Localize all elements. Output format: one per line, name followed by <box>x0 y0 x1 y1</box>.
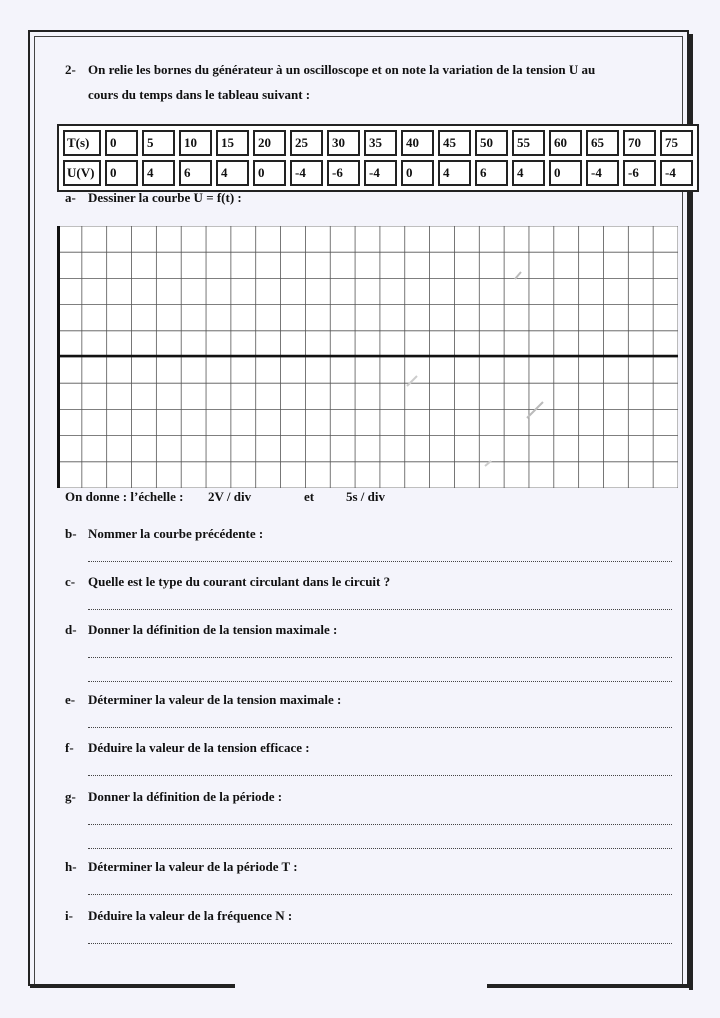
table-cell: 65 <box>586 130 619 156</box>
table-cell: 55 <box>512 130 545 156</box>
scale-volts: 2V / div <box>208 489 252 504</box>
table-cell: 0 <box>401 160 434 186</box>
page-shadow-bottom-left <box>30 984 235 988</box>
answer-line[interactable] <box>88 814 672 825</box>
table-cell: 0 <box>253 160 286 186</box>
table-cell: 0 <box>549 160 582 186</box>
item-i-letter: i- <box>65 908 73 923</box>
table-cell: 40 <box>401 130 434 156</box>
graph-grid[interactable] <box>57 226 678 488</box>
table-row-voltage <box>63 160 693 186</box>
table-cell: 4 <box>512 160 545 186</box>
table-cell: -6 <box>327 160 360 186</box>
item-f-text: Déduire la valeur de la tension efficace : <box>88 740 310 755</box>
table-cell: 5 <box>142 130 175 156</box>
answer-line[interactable] <box>88 884 672 895</box>
data-table <box>57 124 699 192</box>
table-cell: 10 <box>179 130 212 156</box>
item-a-letter: a- <box>65 190 76 205</box>
item-a-text: Dessiner la courbe U = f(t) : <box>88 190 242 205</box>
item-d-text: Donner la définition de la tension maximale : <box>88 622 338 637</box>
table-header-voltage: U(V) <box>63 160 101 186</box>
item-b-text: Nommer la courbe précédente : <box>88 526 264 541</box>
answer-line[interactable] <box>88 933 672 944</box>
table-cell: 20 <box>253 130 286 156</box>
table-cell: 6 <box>179 160 212 186</box>
scale-time: 5s / div <box>346 489 386 504</box>
item-c-text: Quelle est le type du courant circulant dans le circuit ? <box>88 574 391 589</box>
scale-and: et <box>304 489 315 504</box>
table-cell: -4 <box>586 160 619 186</box>
item-h-text: Déterminer la valeur de la période T : <box>88 859 298 874</box>
table-cell: 50 <box>475 130 508 156</box>
table-cell: 4 <box>216 160 249 186</box>
table-cell: 45 <box>438 130 471 156</box>
table-cell: 0 <box>105 130 138 156</box>
table-cell: -6 <box>623 160 656 186</box>
answer-line[interactable] <box>88 671 672 682</box>
table-cell: 75 <box>660 130 693 156</box>
item-i-text: Déduire la valeur de la fréquence N : <box>88 908 293 923</box>
question-text-line2: cours du temps dans le tableau suivant : <box>88 87 311 102</box>
item-c-letter: c- <box>65 574 76 589</box>
table-cell: 60 <box>549 130 582 156</box>
table-row-time <box>63 130 693 156</box>
question-text-line1: On relie les bornes du générateur à un oscilloscope et on note la variation de la tension U au <box>88 62 596 77</box>
table-cell: 0 <box>105 160 138 186</box>
table-cell: 70 <box>623 130 656 156</box>
table-cell: 6 <box>475 160 508 186</box>
answer-line[interactable] <box>88 838 672 849</box>
table-cell: 15 <box>216 130 249 156</box>
item-g-text: Donner la définition de la période : <box>88 789 283 804</box>
answer-line[interactable] <box>88 765 672 776</box>
table-header-time: T(s) <box>63 130 101 156</box>
answer-line[interactable] <box>88 717 672 728</box>
item-e-letter: e- <box>65 692 76 707</box>
table-cell: 4 <box>142 160 175 186</box>
answer-line[interactable] <box>88 599 672 610</box>
table-cell: 35 <box>364 130 397 156</box>
table-cell: 25 <box>290 130 323 156</box>
table-cell: -4 <box>290 160 323 186</box>
answer-line[interactable] <box>88 647 672 658</box>
scale-label: On donne : l’échelle : <box>65 489 184 504</box>
table-cell: 30 <box>327 130 360 156</box>
page-shadow-bottom-right <box>487 984 693 988</box>
item-h-letter: h- <box>65 859 77 874</box>
table-cell: -4 <box>364 160 397 186</box>
item-e-text: Déterminer la valeur de la tension maximale : <box>88 692 342 707</box>
item-d-letter: d- <box>65 622 77 637</box>
item-g-letter: g- <box>65 789 76 804</box>
question-number: 2- <box>65 62 76 77</box>
item-b-letter: b- <box>65 526 77 541</box>
answer-line[interactable] <box>88 551 672 562</box>
item-f-letter: f- <box>65 740 74 755</box>
table-cell: -4 <box>660 160 693 186</box>
table-cell: 4 <box>438 160 471 186</box>
